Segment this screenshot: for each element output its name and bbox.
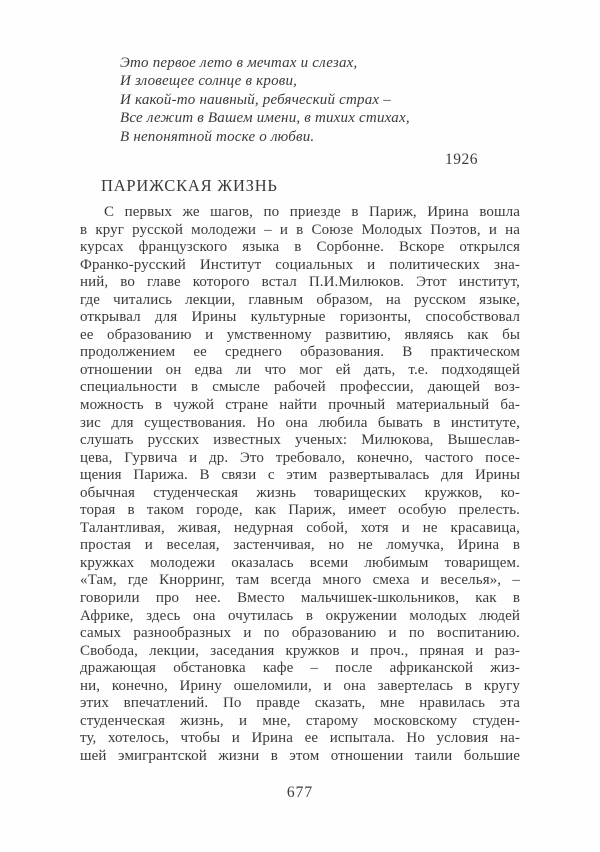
paragraph bbox=[80, 204, 520, 766]
paragraph-line: Африке, здесь она очутилась в окружении молодых людей bbox=[80, 607, 520, 624]
paragraph-line: курсах французского языка в Сорбонне. Вскоре открылся bbox=[80, 239, 520, 256]
paragraph-line: обычная студенческая жизнь товарищеских кружков, ко- bbox=[80, 484, 520, 501]
poem-lines bbox=[120, 54, 478, 146]
page-number: 677 bbox=[286, 784, 314, 801]
paragraph-line: простая и веселая, застенчивая, но не ломучка, Ирина в bbox=[80, 537, 520, 554]
paragraph-line: отношении он едва ли что мог ей дать, т.е. подходящей bbox=[80, 361, 520, 378]
paragraph-line: Свобода, лекции, заседания кружков и проч., пряная и раз- bbox=[80, 642, 520, 659]
paragraph-line: торая в таком городе, как Париж, имеет особую прелесть. bbox=[80, 502, 520, 519]
paragraph-line: ту, хотелось, чтобы и Ирина ее испытала. Но условия на- bbox=[80, 730, 520, 747]
paragraph-line: кружках молодежи оказалась всеми любимым товарищем. bbox=[80, 554, 520, 571]
paragraph-line: зис для существования. Но она любила бывать в институте, bbox=[80, 414, 520, 431]
paragraph-line: можность в чужой стране найти прочный материальный ба- bbox=[80, 397, 520, 414]
paragraph-line: специальности в смысле рабочей профессии, дающей воз- bbox=[80, 379, 520, 396]
poem-line: Все лежит в Вашем имени, в тихих стихах, bbox=[120, 110, 410, 127]
poem-line: В непонятной тоске о любви. bbox=[120, 128, 315, 145]
paragraph-line: самых разнообразных и по образованию и по воспитанию. bbox=[80, 625, 520, 642]
paragraph-line: студенческая жизнь, и мне, старому московскому студен- bbox=[80, 712, 520, 729]
poem-year: 1926 bbox=[445, 151, 478, 169]
paragraph-line: Франко-русский Институт социальных и политических зна- bbox=[80, 256, 520, 273]
paragraph-line: слушать русских известных ученых: Милюкова, Вышеслав- bbox=[80, 432, 520, 449]
paragraph-line: С первых же шагов, по приезде в Париж, Ирина вошла bbox=[104, 204, 520, 220]
paragraph-line: шей эмигрантской жизни в этом отношении таили большие bbox=[80, 747, 520, 764]
paragraph-line: дражающая обстановка кафе – после африканской жиз- bbox=[80, 660, 520, 677]
paragraph-line: в круг русской молодежи – и в Союзе Молодых Поэтов, и на bbox=[80, 221, 520, 238]
paragraph-line: цева, Гурвича и др. Это требовало, конечно, частого посе- bbox=[80, 449, 520, 466]
paragraph-line: говорили про нее. Вместо мальчишек-школьников, как в bbox=[80, 590, 520, 607]
paragraph-line: этих впечатлений. По правде сказать, мне нравилась эта bbox=[80, 695, 520, 712]
paragraph-line: ний, во главе которого встал П.И.Милюков. Этот институт, bbox=[80, 274, 520, 291]
paragraph-line: «Там, где Кнорринг, там всегда много смеха и веселья», – bbox=[80, 572, 520, 589]
paragraph-line: щения Парижа. В связи с этим развертывалась для Ирины bbox=[80, 467, 520, 484]
paragraph-line: открывал для Ирины культурные горизонты, способствовал bbox=[80, 309, 520, 326]
poem-line: Это первое лето в мечтах и слезах, bbox=[120, 55, 358, 71]
paragraph-line: ее образованию и умственному развитию, являясь как бы bbox=[80, 326, 520, 343]
paragraph-line: Талантливая, живая, недурная собой, хотя и не красавица, bbox=[80, 519, 520, 536]
section-heading: ПАРИЖСКАЯ ЖИЗНЬ bbox=[101, 176, 278, 195]
paragraph-line: продолжением ее среднего образования. В практическом bbox=[80, 344, 520, 361]
poem-line: И какой-то наивный, ребяческий страх – bbox=[120, 91, 391, 108]
paragraph-line: где читались лекции, главным образом, на русском языке, bbox=[80, 291, 520, 308]
poem-epigraph bbox=[120, 54, 478, 169]
paragraph-line: ни, конечно, Ирину ошеломили, и она завертелась в кругу bbox=[80, 677, 520, 694]
poem-line: И зловещее солнце в крови, bbox=[120, 73, 298, 90]
